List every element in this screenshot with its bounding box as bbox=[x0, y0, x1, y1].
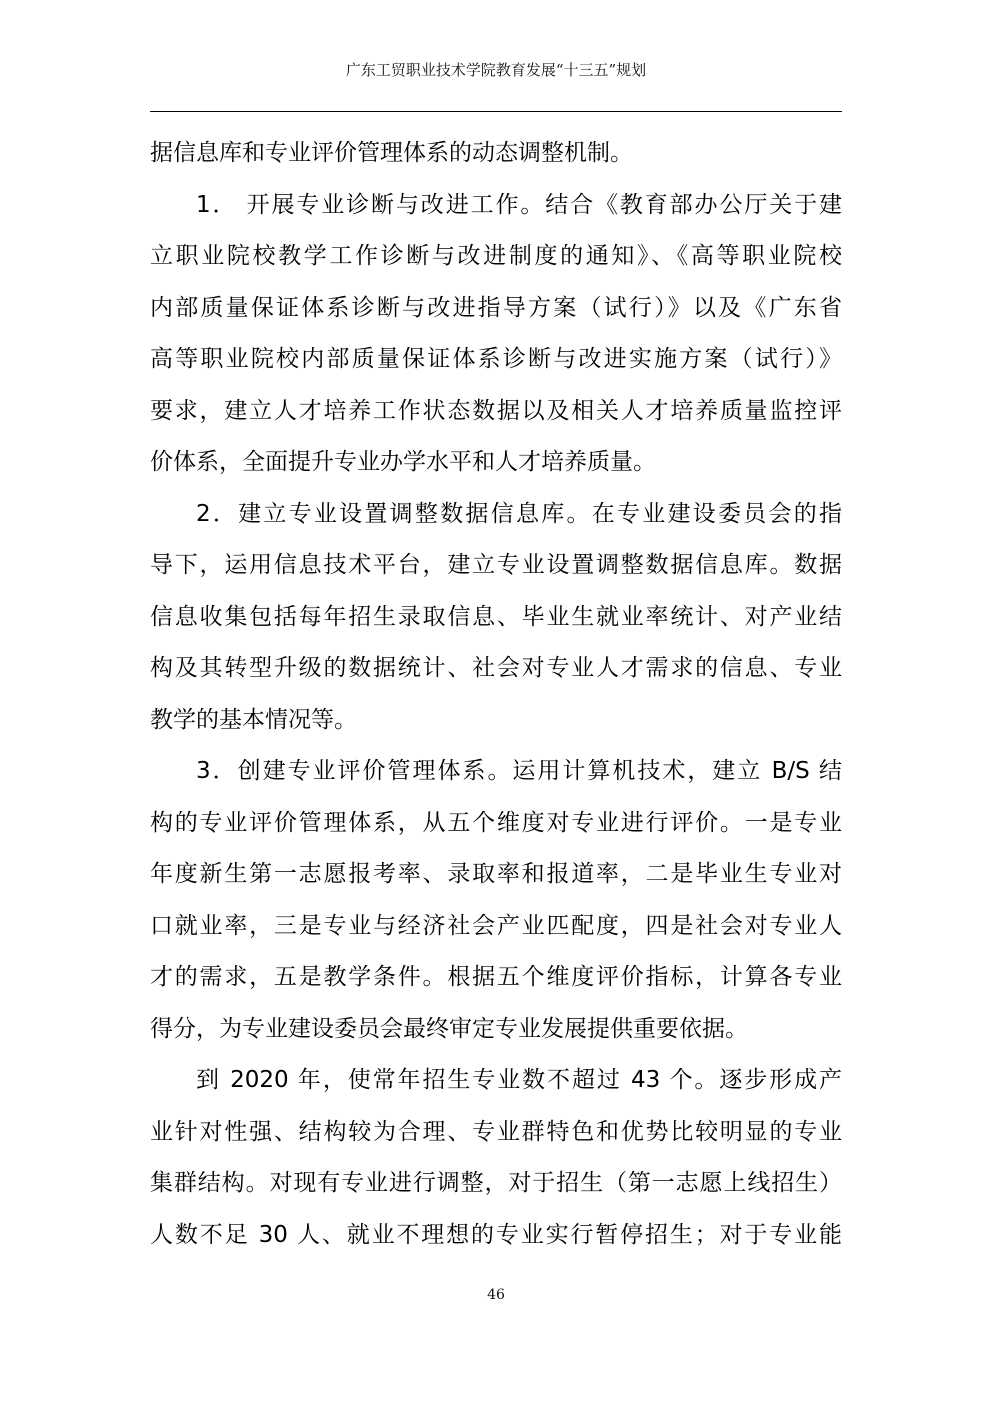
text-line: 信息收集包括每年招生录取信息、毕业生就业率统计、对产业结 bbox=[150, 603, 842, 630]
text-line: 口就业率，三是专业与经济社会产业匹配度，四是社会对专业人 bbox=[150, 912, 842, 939]
body-text bbox=[150, 128, 842, 1261]
paragraph-1-start: 1． 开展专业诊断与改进工作。结合《教育部办公厅关于建 bbox=[196, 191, 842, 218]
text-line: 人数不足 30 人、就业不理想的专业实行暂停招生；对于专业能 bbox=[150, 1221, 842, 1248]
text-line: 价体系，全面提升专业办学水平和人才培养质量。 bbox=[150, 449, 656, 475]
text-line: 导下，运用信息技术平台，建立专业设置调整数据信息库。数据 bbox=[150, 552, 842, 578]
text-line: 要求，建立人才培养工作状态数据以及相关人才培养质量监控评 bbox=[150, 397, 842, 424]
text-line: 据信息库和专业评价管理体系的动态调整机制。 bbox=[150, 140, 633, 166]
paragraph-2-start: 2．建立专业设置调整数据信息库。在专业建设委员会的指 bbox=[196, 500, 842, 527]
text-line: 立职业院校教学工作诊断与改进制度的通知》、《高等职业院校 bbox=[150, 243, 842, 269]
text-line: 得分，为专业建设委员会最终审定专业发展提供重要依据。 bbox=[150, 1015, 748, 1042]
paragraph-3-start: 3．创建专业评价管理体系。运用计算机技术，建立 B/S 结 bbox=[196, 758, 842, 784]
text-line: 业针对性强、结构较为合理、专业群特色和优势比较明显的专业 bbox=[150, 1118, 842, 1145]
text-line: 才的需求，五是教学条件。根据五个维度评价指标，计算各专业 bbox=[150, 964, 842, 990]
text-line: 构及其转型升级的数据统计、社会对专业人才需求的信息、专业 bbox=[150, 655, 842, 681]
text-line: 集群结构。对现有专业进行调整，对于招生（第一志愿上线招生） bbox=[150, 1170, 842, 1196]
paragraph-4-start: 到 2020 年，使常年招生专业数不超过 43 个。逐步形成产 bbox=[196, 1067, 842, 1093]
text-line: 年度新生第一志愿报考率、录取率和报道率，二是毕业生专业对 bbox=[150, 861, 842, 887]
text-line: 高等职业院校内部质量保证体系诊断与改进实施方案（试行）》 bbox=[150, 346, 842, 372]
header-divider bbox=[150, 111, 842, 112]
text-line: 教学的基本情况等。 bbox=[150, 706, 357, 733]
text-line: 内部质量保证体系诊断与改进指导方案（试行）》以及《广东省 bbox=[150, 294, 842, 321]
text-line: 构的专业评价管理体系，从五个维度对专业进行评价。一是专业 bbox=[150, 809, 842, 836]
page-number: 46 bbox=[487, 1287, 505, 1303]
running-header: 广东工贸职业技术学院教育发展“十三五”规划 bbox=[345, 61, 647, 79]
